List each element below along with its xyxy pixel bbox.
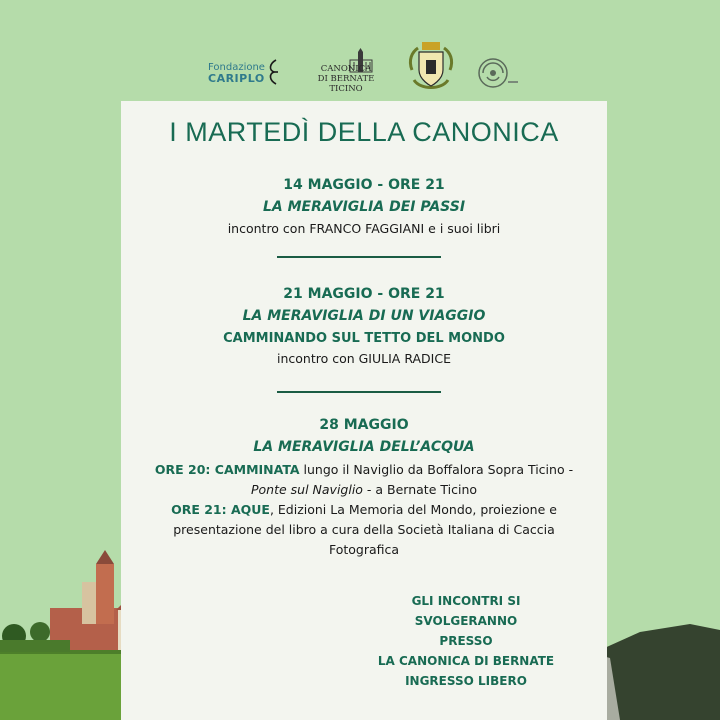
canonica-logo-line1: CANONICA	[320, 64, 372, 74]
canonica-logo-line2: DI BERNATE TICINO	[317, 74, 375, 94]
cariplo-logo-line2: CARIPLO	[208, 72, 265, 85]
event2-date: 21 MAGGIO - ORE 21	[283, 286, 445, 302]
event1-date: 14 MAGGIO - ORE 21	[283, 177, 445, 193]
venue-info	[351, 591, 581, 691]
event3-item2-line3: Fotografica	[328, 542, 400, 557]
info-line4: LA CANONICA DI BERNATE	[377, 654, 555, 668]
canonica-logo	[300, 48, 392, 94]
event1-name: LA MERAVIGLIA DEI PASSI	[262, 199, 466, 215]
cariplo-mark-icon	[266, 58, 280, 86]
cariplo-logo	[208, 62, 265, 84]
event3-item1-text: lungo il Naviglio da Boffalora Sopra Ticino -	[299, 462, 574, 477]
divider	[277, 256, 441, 258]
sponsor-logos	[0, 40, 720, 100]
info-line1: GLI INCONTRI SI	[411, 594, 521, 608]
event3-item2-text: , Edizioni La Memoria del Mondo, proiezione e	[269, 502, 557, 517]
info-line3: PRESSO	[439, 634, 493, 648]
event3-item2-label: ORE 21: AQUE	[171, 502, 270, 517]
info-line2: SVOLGERANNO	[414, 614, 518, 628]
event3-item1	[121, 462, 607, 477]
event2-subtitle: CAMMINANDO SUL TETTO DEL MONDO	[223, 331, 505, 346]
event3-date: 28 MAGGIO	[319, 417, 409, 433]
event3-item1-rest: - a Bernate Ticino	[362, 482, 478, 497]
event3-item1-label: ORE 20: CAMMINATA	[154, 462, 300, 477]
event1-desc: incontro con FRANCO FAGGIANI e i suoi libri	[227, 221, 501, 236]
event3-item1-place: Ponte sul Naviglio	[250, 482, 363, 497]
page-title: I MARTEDÌ DELLA CANONICA	[169, 117, 559, 147]
event2-desc: incontro con GIULIA RADICE	[276, 351, 451, 366]
event3-item2	[121, 502, 607, 517]
event2-name: LA MERAVIGLIA DI UN VIAGGIO	[242, 308, 486, 324]
divider	[277, 391, 441, 393]
municipal-crest-icon	[404, 40, 458, 96]
cariplo-logo-line1: Fondazione	[208, 62, 265, 73]
info-line5: INGRESSO LIBERO	[405, 674, 527, 688]
circle-emblem-icon	[478, 55, 520, 91]
event3-name: LA MERAVIGLIA DELL’ACQUA	[253, 439, 475, 455]
event-panel	[121, 101, 607, 720]
event3-item2-line2: presentazione del libro a cura della Società Italiana di Caccia	[173, 522, 555, 537]
event3-item1-line2	[121, 482, 607, 497]
